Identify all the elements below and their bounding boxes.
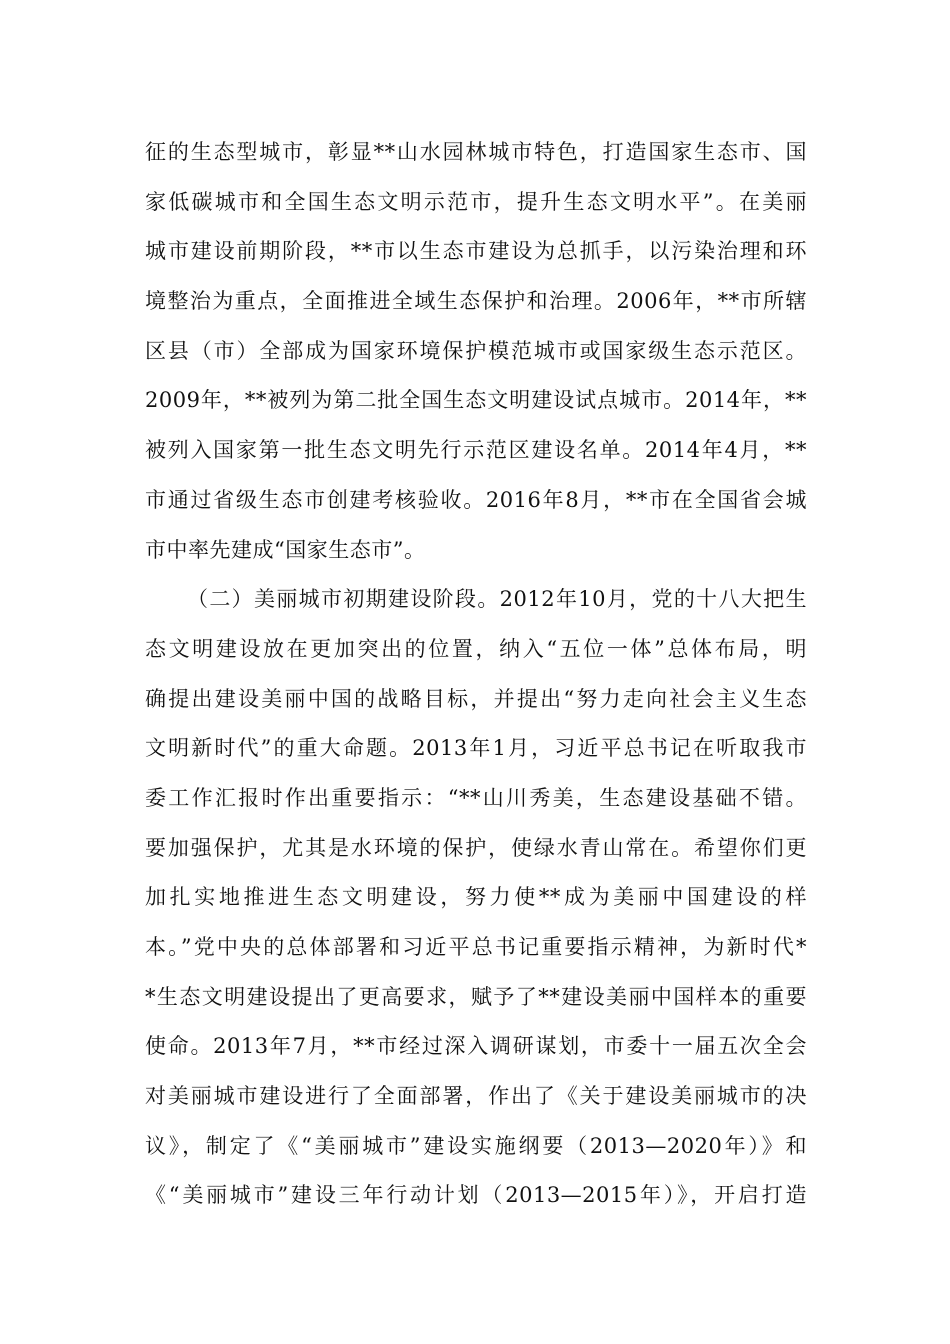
text-line: 本。”党中央的总体部署和习近平总书记重要指示精神，为新时代* <box>145 935 807 959</box>
text-line: 境整治为重点，全面推进全域生态保护和治理。2006年，**市所辖 <box>145 289 807 314</box>
text-line: 加扎实地推进生态文明建设，努力使**成为美丽中国建设的样 <box>145 885 807 910</box>
text-line: 被列入国家第一批生态文明先行示范区建设名单。2014年4月，** <box>145 438 807 463</box>
text-line: 家低碳城市和全国生态文明示范市，提升生态文明水平”。在美丽 <box>145 189 807 214</box>
text-line: 征的生态型城市，彰显**山水园林城市特色，打造国家生态市、国 <box>145 140 807 164</box>
text-line: 确提出建设美丽中国的战略目标，并提出“努力走向社会主义生态 <box>145 686 807 711</box>
text-line: 对美丽城市建设进行了全面部署，作出了《关于建设美丽城市的决 <box>145 1084 807 1109</box>
text-line: *生态文明建设提出了更高要求，赋予了**建设美丽中国样本的重要 <box>145 984 807 1009</box>
text-line: 委工作汇报时作出重要指示：“**山川秀美，生态建设基础不错。 <box>145 785 807 810</box>
section-heading-line: （二）美丽城市初期建设阶段。2012年10月，党的十八大把生 <box>187 587 807 612</box>
text-line: 使命。2013年7月，**市经过深入调研谋划，市委十一届五次全会 <box>145 1034 807 1059</box>
text-line: 市通过省级生态市创建考核验收。2016年8月，**市在全国省会城 <box>145 487 807 512</box>
text-line: 要加强保护，尤其是水环境的保护，使绿水青山常在。希望你们更 <box>145 835 807 860</box>
text-line: 《“美丽城市”建设三年行动计划（2013—2015年）》，开启打造 <box>145 1183 807 1208</box>
body-text <box>145 128 807 1221</box>
text-line: 态文明建设放在更加突出的位置，纳入“五位一体”总体布局，明 <box>145 636 807 661</box>
text-line: 区县（市）全部成为国家环境保护模范城市或国家级生态示范区。 <box>145 338 807 363</box>
paragraph-end-line: 市中率先建成“国家生态市”。 <box>145 537 426 562</box>
text-line: 文明新时代”的重大命题。2013年1月，习近平总书记在听取我市 <box>145 736 807 761</box>
text-line: 城市建设前期阶段，**市以生态市建设为总抓手，以污染治理和环 <box>145 239 807 264</box>
text-line: 2009年，**被列为第二批全国生态文明建设试点城市。2014年，** <box>145 388 807 413</box>
text-line: 议》，制定了《“美丽城市”建设实施纲要（2013—2020年）》和 <box>145 1133 807 1158</box>
